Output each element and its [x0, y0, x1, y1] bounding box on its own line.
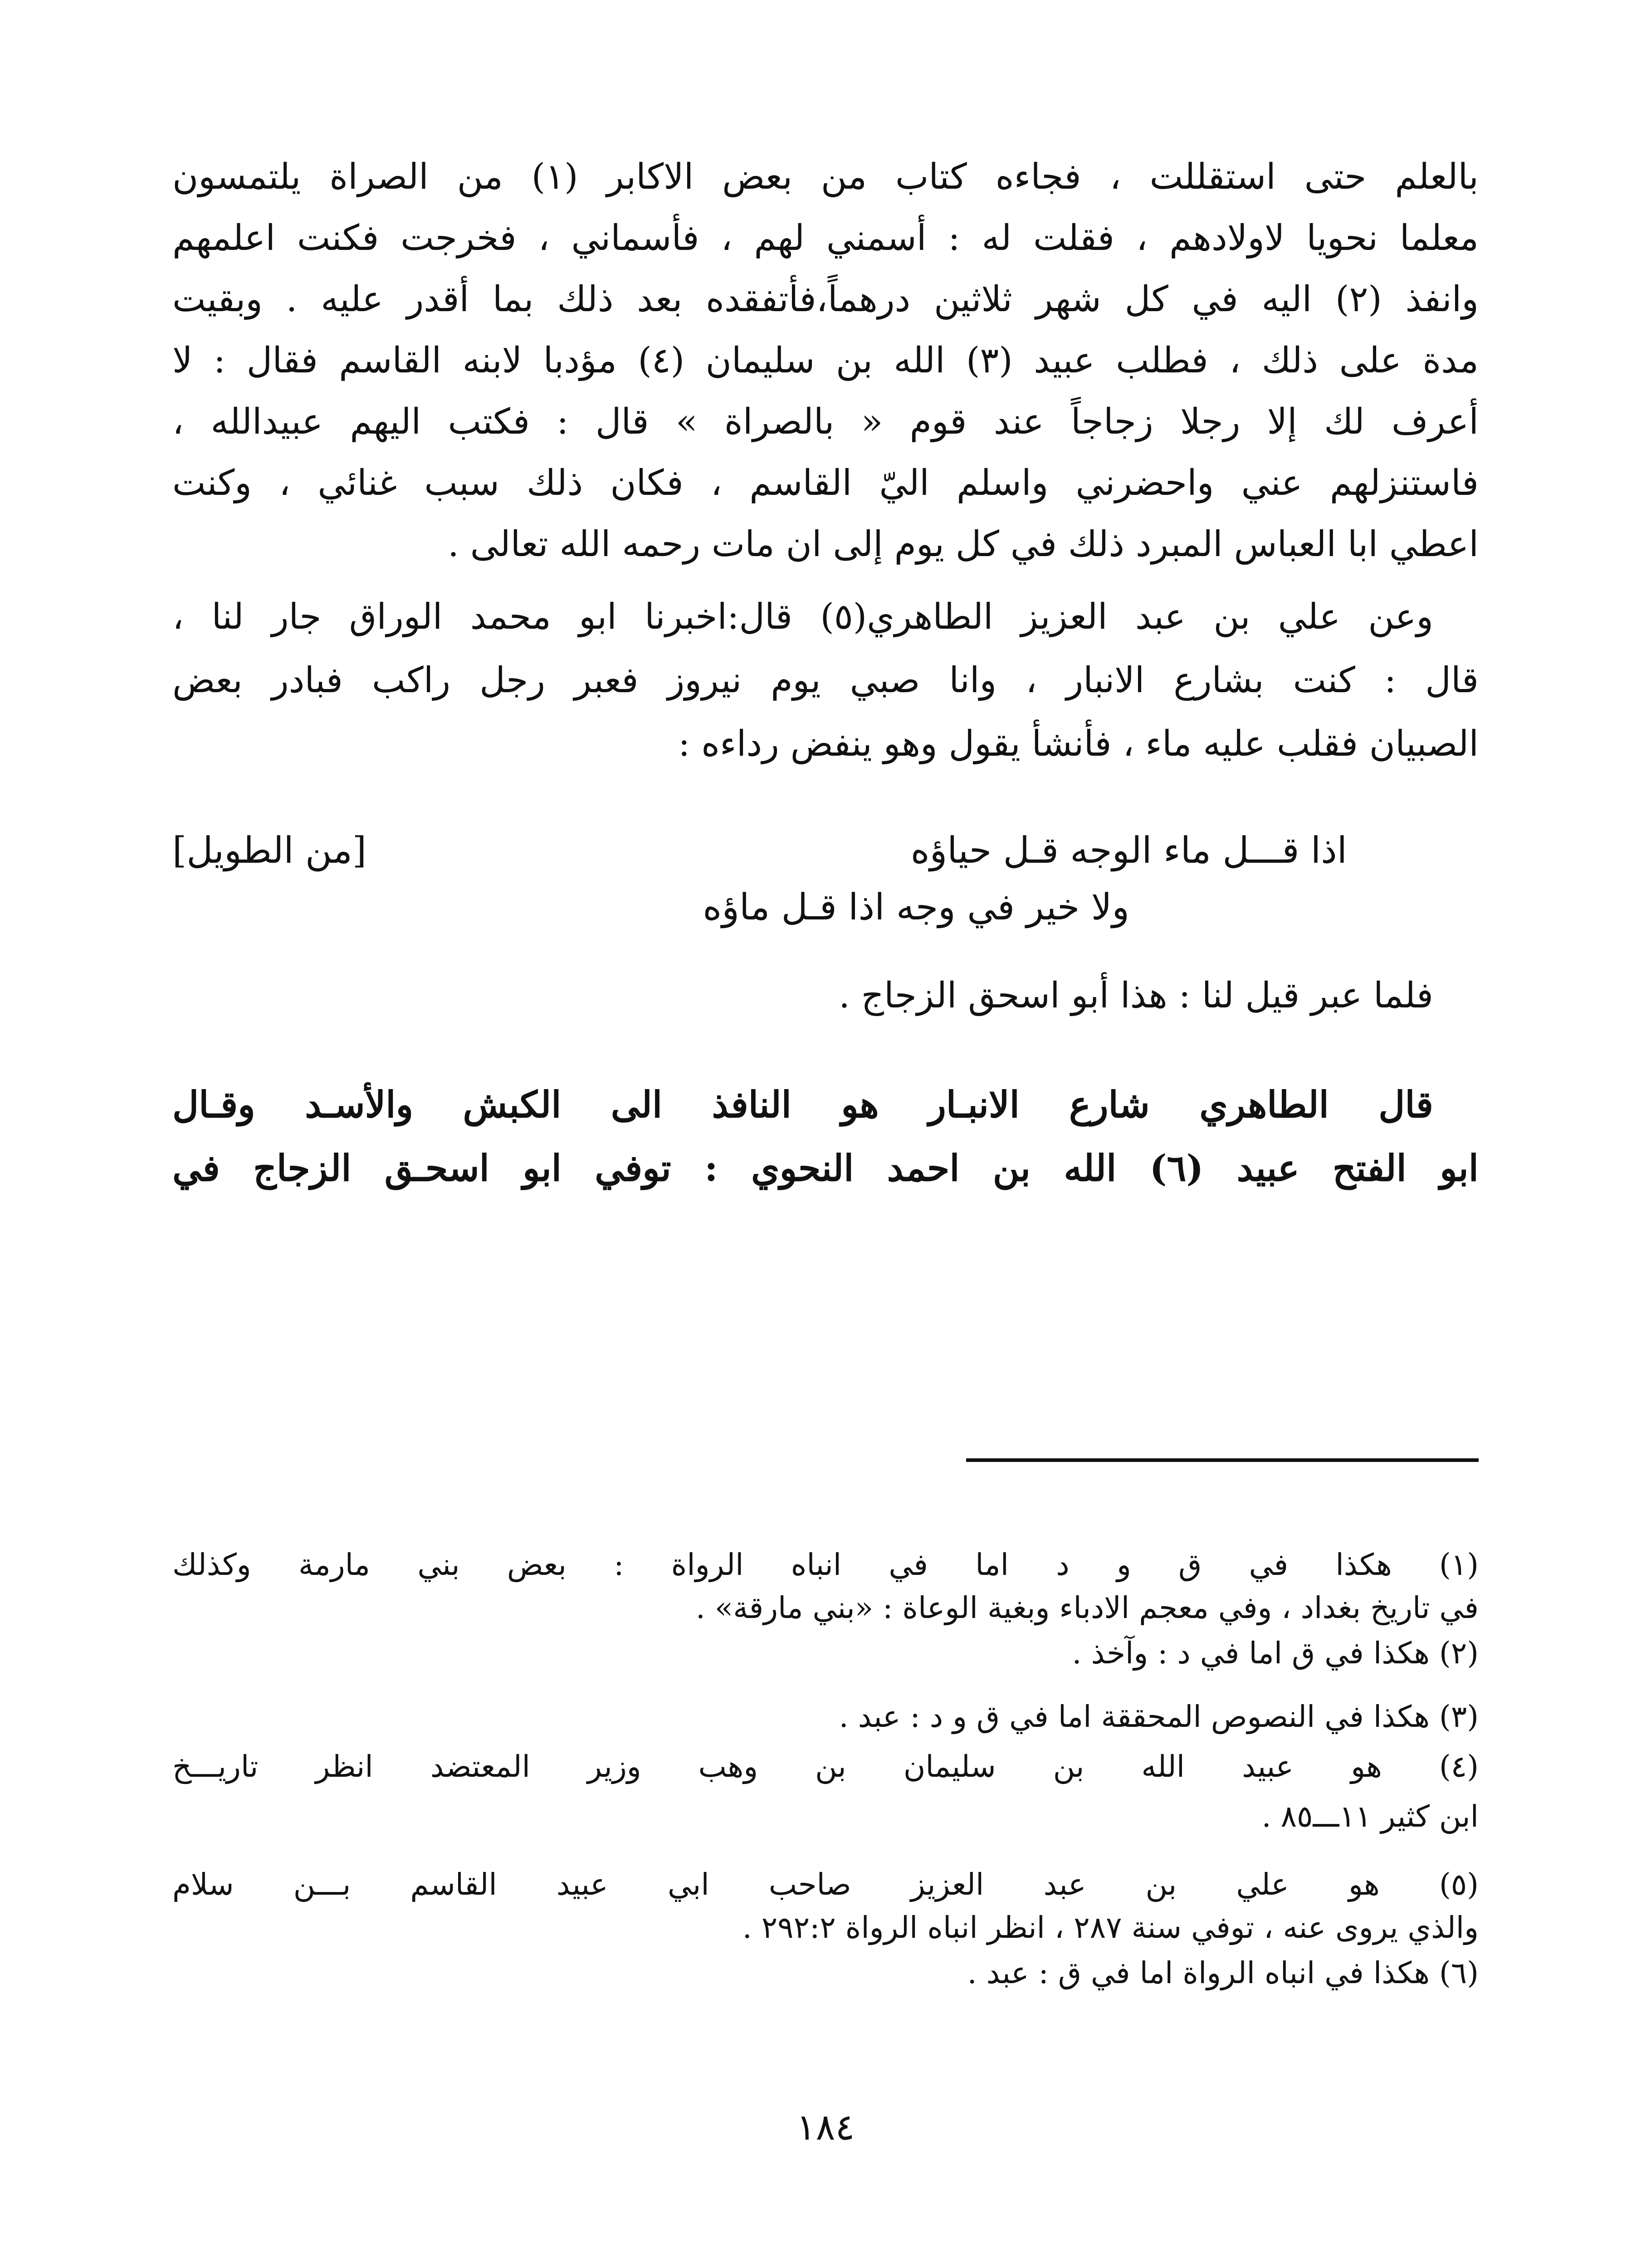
verse-hemistich-1: اذا قـــل ماء الوجه قـل حياؤه: [910, 829, 1347, 871]
body-line: مدة على ذلك ، فطلب عبيد (٣) الله بن سليمان (٤) مؤدبا لابنه القاسم فقال : لا: [172, 340, 1479, 381]
footnote-line: (١) هكذا في ق و د اما في انباه الرواة : بعض بني مارمة وكذلك: [172, 1547, 1479, 1582]
footnote-line: ابن كثير ١١ـــ٨٥ .: [1261, 1799, 1479, 1834]
body-line: فلما عبر قيل لنا : هذا أبو اسحق الزجاج .: [839, 975, 1433, 1016]
footnote-line: (٦) هكذا في انباه الرواة اما في ق : عبد .: [967, 1955, 1479, 1990]
footnote-line: (٤) هو عبيد الله بن سليمان بن وهب وزير المعتضد انظر تاريـــخ: [172, 1749, 1479, 1784]
page-number: ١٨٤: [796, 2106, 855, 2148]
body-line: ابو الفتح عبيد (٦) الله بن احمد النحوي : توفي ابو اسحـق الزجاج في: [172, 1147, 1479, 1189]
footnote-line: والذي يروى عنه ، توفي سنة ٢٨٧ ، انظر انباه الرواة ٢٩٢:٢ .: [742, 1910, 1479, 1945]
body-line: أعرف لك إلا رجلا زجاجاً عند قوم « بالصراة » قال : فكتب اليهم عبيدالله ،: [172, 401, 1479, 442]
footnote-line: (٣) هكذا في النصوص المحققة اما في ق و د : عبد .: [839, 1699, 1479, 1734]
body-line: الصبيان فقلب عليه ماء ، فأنشأ يقول وهو ينفض رداءه :: [678, 723, 1479, 764]
body-line: معلما نحويا لاولادهم ، فقلت له : أسمني لهم ، فأسماني ، فخرجت فكنت اعلمهم: [172, 218, 1479, 259]
footnote-separator: [966, 1458, 1479, 1462]
footnote-line: (٢) هكذا في ق اما في د : وآخذ .: [1072, 1636, 1479, 1671]
footnote-line: في تاريخ بغداد ، وفي معجم الادباء وبغية الوعاة : «بني مارقة» .: [695, 1590, 1479, 1625]
body-line: قال : كنت بشارع الانبار ، وانا صبي يوم نيروز فعبر رجل راكب فبادر بعض: [172, 660, 1479, 701]
body-line: بالعلم حتى استقللت ، فجاءه كتاب من بعض الاكابر (١) من الصراة يلتمسون: [172, 156, 1479, 197]
body-line: وانفذ (٢) اليه في كل شهر ثلاثين درهماً،فأتفقده بعد ذلك بما أقدر عليه . وبقيت: [172, 279, 1479, 320]
verse-hemistich-2: ولا خير في وجه اذا قـل ماؤه: [703, 886, 1129, 928]
footnote-line: (٥) هو علي بن عبد العزيز صاحب ابي عبيد القاسم بـــن سلام: [172, 1867, 1479, 1902]
poetic-meter-label: [من الطويل]: [172, 829, 367, 871]
body-line: قال الطاهري شارع الانبـار هو النافذ الى الكبش والأسـد وقـال: [172, 1083, 1433, 1126]
body-line: وعن علي بن عبد العزيز الطاهري(٥) قال:اخبرنا ابو محمد الوراق جار لنا ،: [172, 596, 1433, 637]
body-line: اعطي ابا العباس المبرد ذلك في كل يوم إلى ان مات رحمه الله تعالى .: [448, 524, 1479, 565]
body-line: فاستنزلهم عني واحضرني واسلم اليّ القاسم ، فكان ذلك سبب غنائي ، وكنت: [172, 463, 1479, 503]
